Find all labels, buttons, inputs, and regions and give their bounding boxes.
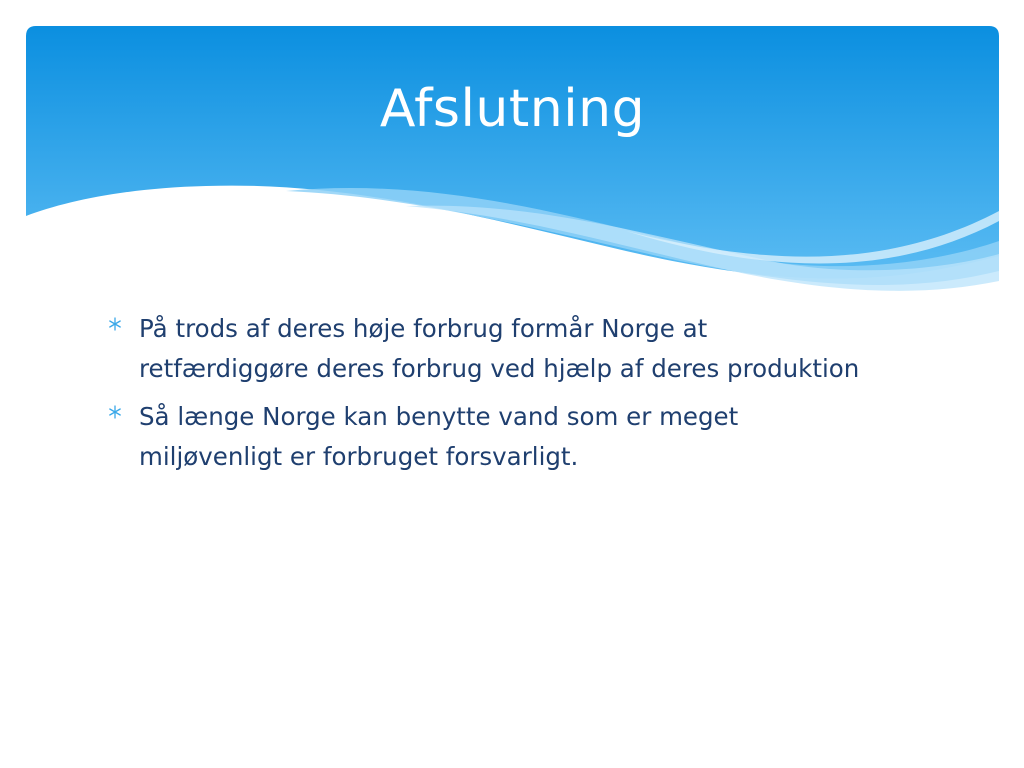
bullet-text: Så længe Norge kan benytte vand som er meget miljøvenligt er forbruget forsvarligt. xyxy=(139,402,739,471)
bullet-list xyxy=(108,309,868,485)
asterisk-icon xyxy=(108,317,122,331)
bullet-item xyxy=(108,397,868,477)
bullet-item xyxy=(108,309,868,389)
slide-title: Afslutning xyxy=(379,79,646,139)
header-wave-banner xyxy=(26,26,999,296)
bullet-text: På trods af deres høje forbrug formår Norge at retfærdiggøre deres forbrug ved hjælp af deres produktion xyxy=(139,314,860,383)
asterisk-icon xyxy=(108,405,122,419)
